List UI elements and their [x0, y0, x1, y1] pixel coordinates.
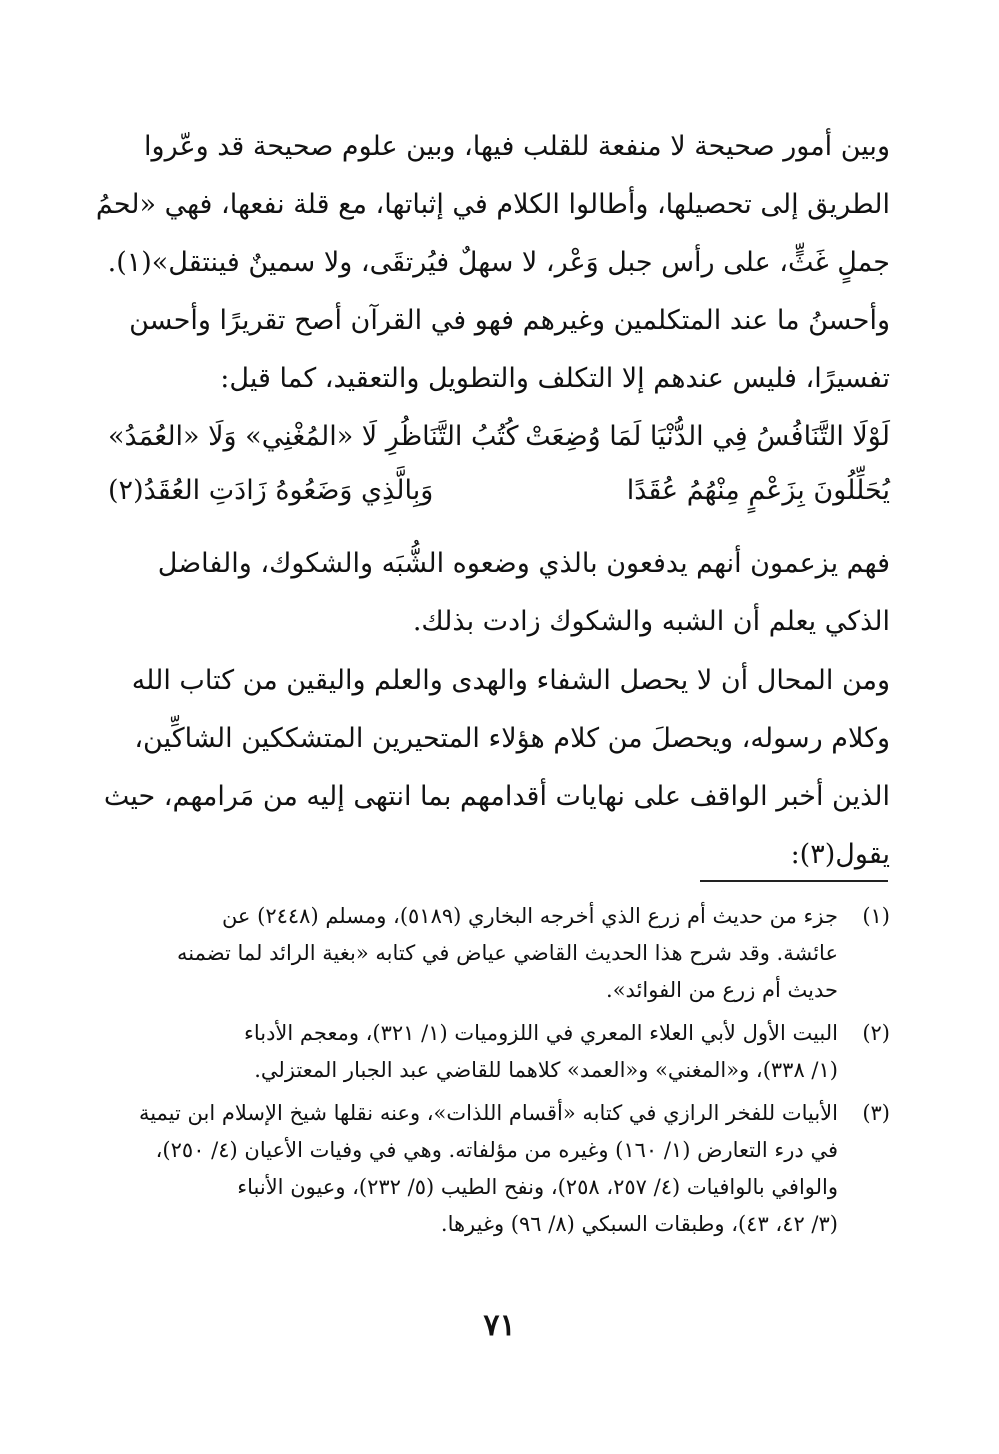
paragraph-3	[103, 652, 890, 884]
verse-1-first-hemistich: لَوْلَا التَّنَافُسُ فِي الدُّنْيَا لَمَا وُضِعَتْ	[525, 421, 890, 452]
footnote-line: عائشة. وقد شرح هذا الحديث القاضي عياض في كتابه «بغية الرائد لما تضمنه	[177, 941, 838, 965]
verse-2-second-hemistich: وَبِالَّذِي وَضَعُوهُ زَادَتِ العُقَدُ(٢)	[108, 475, 434, 506]
poem	[108, 410, 890, 518]
verse-1	[108, 410, 890, 464]
footnote-body	[108, 1095, 838, 1243]
verse-2	[108, 464, 890, 518]
paragraph-1	[95, 118, 890, 408]
footnote-2	[108, 1015, 890, 1089]
footnote-line: البيت الأول لأبي العلاء المعري في اللزوميات (١/ ٣٢١)، ومعجم الأدباء	[243, 1021, 838, 1045]
footnote-3	[108, 1095, 890, 1243]
footnotes	[108, 898, 890, 1249]
footnote-number: (٣)	[862, 1101, 890, 1125]
text-line: فهم يزعمون أنهم يدفعون بالذي وضعوه الشُّبَه والشكوك، والفاضل	[157, 548, 890, 579]
footnote-line: (٣/ ٤٢، ٤٣)، وطبقات السبكي (٨/ ٩٦) وغيرها.	[440, 1212, 838, 1236]
footnote-line: (١/ ٣٣٨)، و«المغني» و«العمد» كلاهما للقاضي عبد الجبار المعتزلي.	[254, 1058, 838, 1082]
text-line: تفسيرًا، فليس عندهم إلا التكلف والتطويل والتعقيد، كما قيل:	[220, 363, 890, 394]
page-number: ٧١	[483, 1308, 516, 1343]
text-line: وكلام رسوله، ويحصلَ من كلام هؤلاء المتحيرين المتشككين الشاكِّين،	[134, 723, 890, 754]
verse-1-second-hemistich: كُتُبُ التَّنَاظُرِ لَا «المُغْنِي» وَلَا «العُمَدُ»	[108, 421, 519, 452]
footnote-body	[108, 898, 838, 1009]
text-line: الطريق إلى تحصيلها، وأطالوا الكلام في إثباتها، مع قلة نفعها، فهي «لحمُ	[95, 189, 890, 220]
text-line: وبين أمور صحيحة لا منفعة للقلب فيها، وبين علوم صحيحة قد وعّروا	[144, 131, 890, 162]
footnote-line: جزء من حديث أم زرع الذي أخرجه البخاري (٥١٨٩)، ومسلم (٢٤٤٨) عن	[221, 904, 838, 928]
footnote-body	[108, 1015, 838, 1089]
footnote-number: (١)	[862, 904, 890, 928]
text-line: الذكي يعلم أن الشبه والشكوك زادت بذلك.	[412, 606, 890, 637]
text-line: الذين أخبر الواقف على نهايات أقدامهم بما انتهى إليه من مَرامهم، حيث	[103, 781, 890, 812]
paragraph-2	[108, 535, 890, 651]
footnote-line: الأبيات للفخر الرازي في كتابه «أقسام اللذات»، وعنه نقلها شيخ الإسلام ابن تيمية	[138, 1101, 838, 1125]
footnote-line: حديث أم زرع من الفوائد».	[606, 978, 838, 1002]
text-line: وأحسنُ ما عند المتكلمين وغيرهم فهو في القرآن أصح تقريرًا وأحسن	[129, 305, 890, 336]
verse-2-first-hemistich: يُحَلِّلُونَ بِزَعْمٍ مِنْهُمُ عُقَدًا	[626, 475, 890, 506]
text-line: يقول(٣):	[790, 839, 890, 870]
text-line: ومن المحال أن لا يحصل الشفاء والهدى والعلم واليقين من كتاب الله	[131, 665, 890, 696]
footnote-number: (٢)	[862, 1021, 890, 1045]
text-line: جملٍ غَثٍّ، على رأس جبل وَعْر، لا سهلٌ فيُرتقَى، ولا سمينٌ فينتقل»(١).	[107, 247, 890, 278]
footnote-line: في درء التعارض (١/ ١٦٠) وغيره من مؤلفاته. وهي في وفيات الأعيان (٤/ ٢٥٠)،	[155, 1138, 838, 1162]
footnote-1	[108, 898, 890, 1009]
footnote-divider	[700, 880, 888, 882]
footnote-line: والوافي بالوافيات (٤/ ٢٥٧، ٢٥٨)، ونفح الطيب (٥/ ٢٣٢)، وعيون الأنباء	[237, 1175, 838, 1199]
